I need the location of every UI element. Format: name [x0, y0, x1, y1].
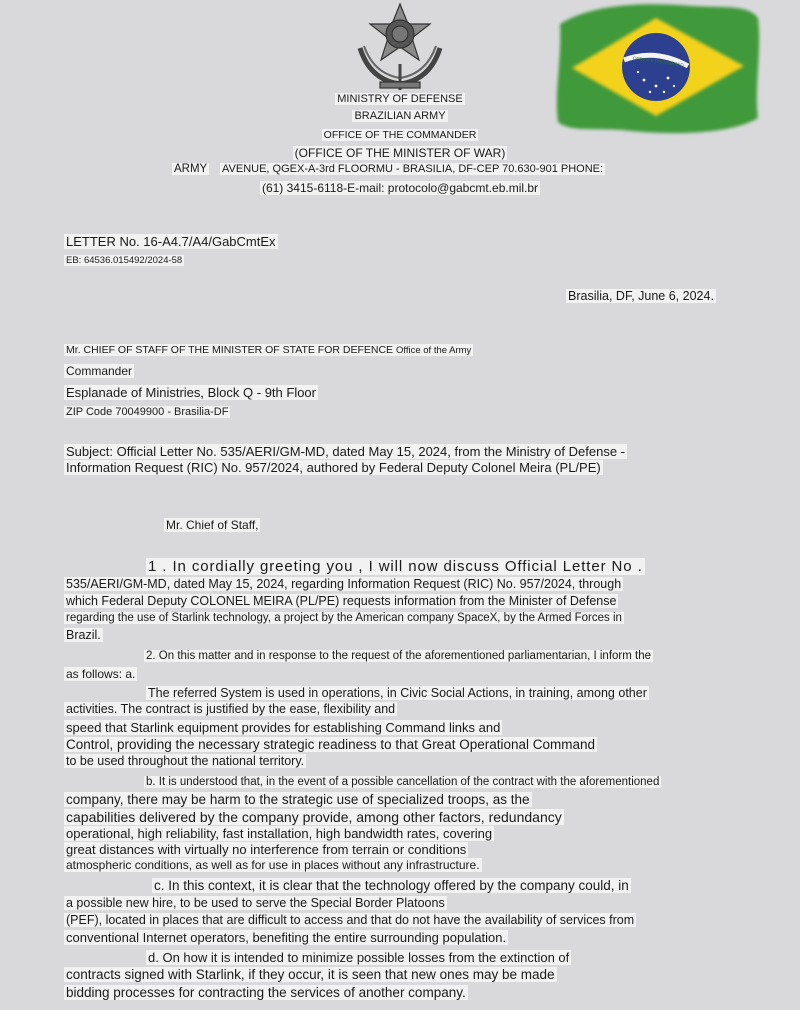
pc-line-1: c. In this context, it is clear that the technology offered by the company could, in [154, 878, 629, 893]
p2-line-2: as follows: a. [66, 667, 136, 681]
letter-number: LETTER No. 16-A4.7/A4/GabCmtEx [66, 234, 276, 249]
pb-line-5: great distances with virtually no interference from terrain or conditions [66, 842, 467, 857]
subject-line-2: Information Request (RIC) No. 957/2024, authored by Federal Deputy Colonel Meira (PL/PE) [66, 460, 601, 475]
p2-line-1: 2. On this matter and in response to the request of the aforementioned parliamentarian, I inform the [146, 650, 652, 662]
p1-line-1: 1 . In cordially greeting you , I will now discuss Official Letter No . [148, 558, 643, 575]
subject-line-1: Subject: Official Letter No. 535/AERI/GM-MD, dated May 15, 2024, from the Ministry of Defense - [66, 444, 625, 459]
pc-line-3: (PEF), located in places that are difficult to access and that do not have the availability of services from [66, 913, 635, 927]
pc-line-2: a possible new hire, to be used to serve the Special Border Platoons [66, 896, 445, 910]
flag-motto: ORDEM E PROGRESSO [632, 55, 685, 68]
army-name: BRAZILIAN ARMY [354, 110, 446, 122]
pb-line-2: company, there may be harm to the strategic use of specialized troops, as the [66, 792, 530, 807]
p1-line-4: regarding the use of Starlink technology, a project by the American company SpaceX, by the Armed Forces in [66, 612, 622, 624]
recipient-title: Mr. CHIEF OF STAFF OF THE MINISTER OF STATE FOR DEFENCE [66, 344, 394, 356]
pa-line-1: The referred System is used in operations, in Civic Social Actions, in training, among other [148, 686, 647, 700]
pa-line-2: activities. The contract is justified by the ease, flexibility and [66, 702, 396, 716]
pb-line-3: capabilities delivered by the company provide, among other factors, redundancy [66, 809, 562, 825]
eb-number: EB: 64536.015492/2024-58 [66, 255, 183, 266]
p1-line-3: which Federal Deputy COLONEL MEIRA (PL/PE) requests information from the Minister of Defense [66, 594, 617, 608]
contact-line: (61) 3415-6118-E-mail: protocolo@gabcmt.eb.mil.br [261, 181, 539, 195]
pb-line-1: b. It is understood that, in the event of a possible cancellation of the contract with the aforementioned [146, 776, 660, 788]
salutation: Mr. Chief of Staff, [166, 518, 259, 532]
recipient-line-4: ZIP Code 70049900 - Brasilia-DF [66, 406, 229, 418]
pa-line-3: speed that Starlink equipment provides for establishing Command links and [66, 720, 501, 735]
pd-line-2: contracts signed with Starlink, if they occur, it is seen that new ones may be made [66, 967, 555, 982]
recipient-line-3: Esplanade of Ministries, Block Q - 9th Floor [66, 385, 316, 400]
pc-line-4: conventional Internet operators, benefiting the entire surrounding population. [66, 930, 507, 945]
pb-line-4: operational, high reliability, fast installation, high bandwidth rates, covering [66, 826, 493, 841]
pa-line-4: Control, providing the necessary strategic readiness to that Great Operational Command [66, 737, 596, 752]
letter-date: Brasilia, DF, June 6, 2024. [568, 289, 714, 303]
address-army: ARMY [174, 163, 208, 175]
coat-of-arms-icon [350, 0, 450, 92]
recipient-line-1 [64, 344, 473, 356]
recipient-line-2: Commander [66, 364, 133, 378]
recipient-office: Office of the Army [395, 345, 472, 356]
ministry-name: MINISTRY OF DEFENSE [337, 93, 463, 105]
office-name: OFFICE OF THE COMMANDER [323, 129, 477, 141]
pd-line-3: bidding processes for contracting the services of another company. [66, 985, 466, 1000]
pb-line-6: atmospheric conditions, as well as for use in places without any infrastructure. [66, 858, 480, 872]
office-alt-name: (OFFICE OF THE MINISTER OF WAR) [294, 146, 506, 160]
p1-line-2: 535/AERI/GM-MD, dated May 15, 2024, regarding Information Request (RIC) No. 957/2024, through [66, 577, 622, 591]
pd-line-1: d. On how it is intended to minimize possible losses from the extinction of [148, 950, 570, 965]
address-line: AVENUE, QGEX-A-3rd FLOORMU - BRASILIA, DF-CEP 70.630-901 PHONE: [222, 163, 604, 175]
p1-line-5: Brazil. [66, 628, 101, 642]
pa-line-5: to be used throughout the national territory. [66, 754, 305, 768]
